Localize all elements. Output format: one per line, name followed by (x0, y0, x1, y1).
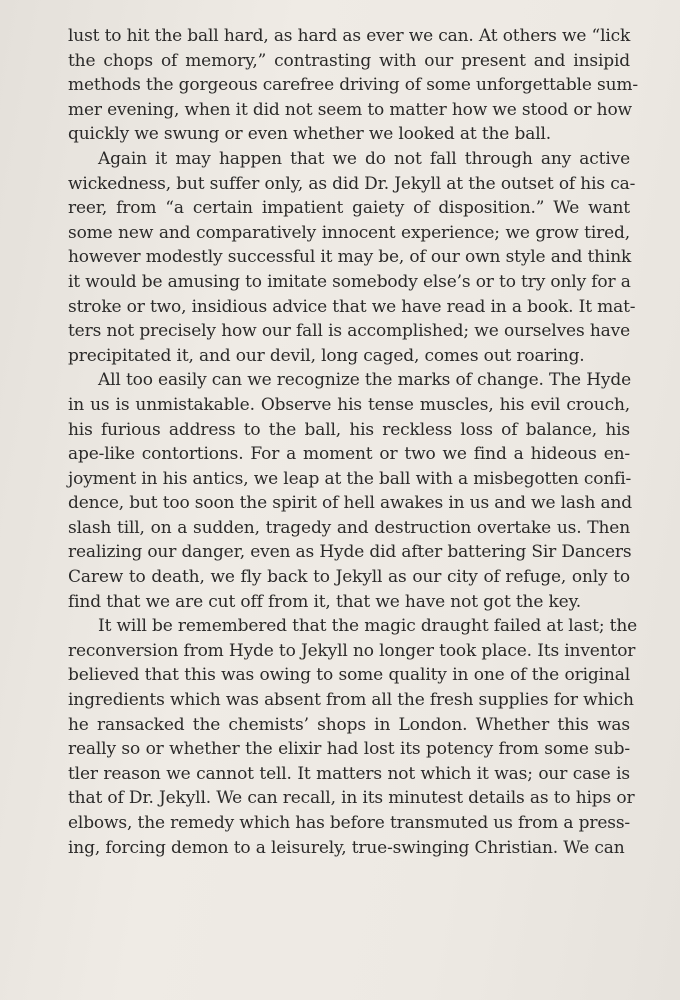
text-line: dence, but too soon the spirit of hell awakes in us and we lash and (68, 493, 633, 514)
text-line: ingredients which was absent from all the fresh supplies for which (68, 690, 634, 711)
text-line: All too easily can we recognize the marks of change. The Hyde (98, 370, 631, 391)
text-line: Again it may happen that we do not fall through any active (98, 148, 630, 169)
text-line: realizing our danger, even as Hyde did after battering Sir Dancers (68, 542, 632, 563)
text-line: his furious address to the ball, his reckless loss of balance, his (68, 419, 630, 440)
text-line: in us is unmistakable. Observe his tense muscles, his evil crouch, (68, 394, 630, 415)
text-line: some new and comparatively innocent experience; we grow tired, (68, 222, 630, 243)
text-line: mer evening, when it did not seem to matter how we stood or how (68, 99, 632, 120)
paragraph (68, 614, 638, 860)
text-line: ape-like contortions. For a moment or two we find a hideous en- (68, 444, 630, 465)
text-line: joyment in his antics, we leap at the ball with a misbegotten confi- (68, 468, 632, 489)
text-line: find that we are cut off from it, that we have not got the key. (68, 591, 582, 612)
text-line: tler reason we cannot tell. It matters not which it was; our case is (68, 763, 630, 784)
text-line: precipitated it, and our devil, long caged, comes out roaring. (68, 345, 585, 366)
text-line: ing, forcing demon to a leisurely, true-swinging Christian. We can (68, 837, 625, 858)
text-line: reconversion from Hyde to Jekyll no longer took place. Its inventor (68, 640, 636, 661)
text-line: really so or whether the elixir had lost its potency from some sub- (68, 739, 630, 760)
text-line: It will be remembered that the magic draught failed at last; the (98, 616, 638, 637)
text-line: wickedness, but suffer only, as did Dr. Jekyll at the outset of his ca- (68, 173, 636, 194)
text-line: quickly we swung or even whether we looked at the ball. (68, 124, 552, 145)
paragraph (68, 368, 633, 614)
text-line: that of Dr. Jekyll. We can recall, in its minutest details as to hips or (68, 788, 635, 809)
text-line: it would be amusing to imitate somebody else’s or to try only for a (68, 271, 631, 292)
text-line: believed that this was owing to some quality in one of the original (68, 665, 630, 686)
text-line: however modestly successful it may be, of our own style and think (68, 247, 632, 268)
page-text-body (68, 24, 638, 860)
text-line: reer, from “a certain impatient gaiety of disposition.” We want (68, 198, 630, 219)
text-line: the chops of memory,” contrasting with our present and insipid (68, 50, 630, 71)
paragraph (68, 24, 638, 147)
text-line: stroke or two, insidious advice that we have read in a book. It mat- (68, 296, 636, 317)
text-line: elbows, the remedy which has before transmuted us from a press- (68, 813, 630, 833)
text-line: slash till, on a sudden, tragedy and destruction overtake us. Then (68, 517, 630, 538)
text-line: Carew to death, we fly back to Jekyll as our city of refuge, only to (68, 567, 630, 588)
text-line: lust to hit the ball hard, as hard as ever we can. At others we “lick (68, 26, 631, 46)
text-line: methods the gorgeous carefree driving of some unforgettable sum- (68, 75, 638, 96)
paragraph (68, 147, 636, 368)
text-line: ters not precisely how our fall is accomplished; we ourselves have (68, 321, 630, 342)
text-line: he ransacked the chemists’ shops in London. Whether this was (68, 714, 630, 735)
